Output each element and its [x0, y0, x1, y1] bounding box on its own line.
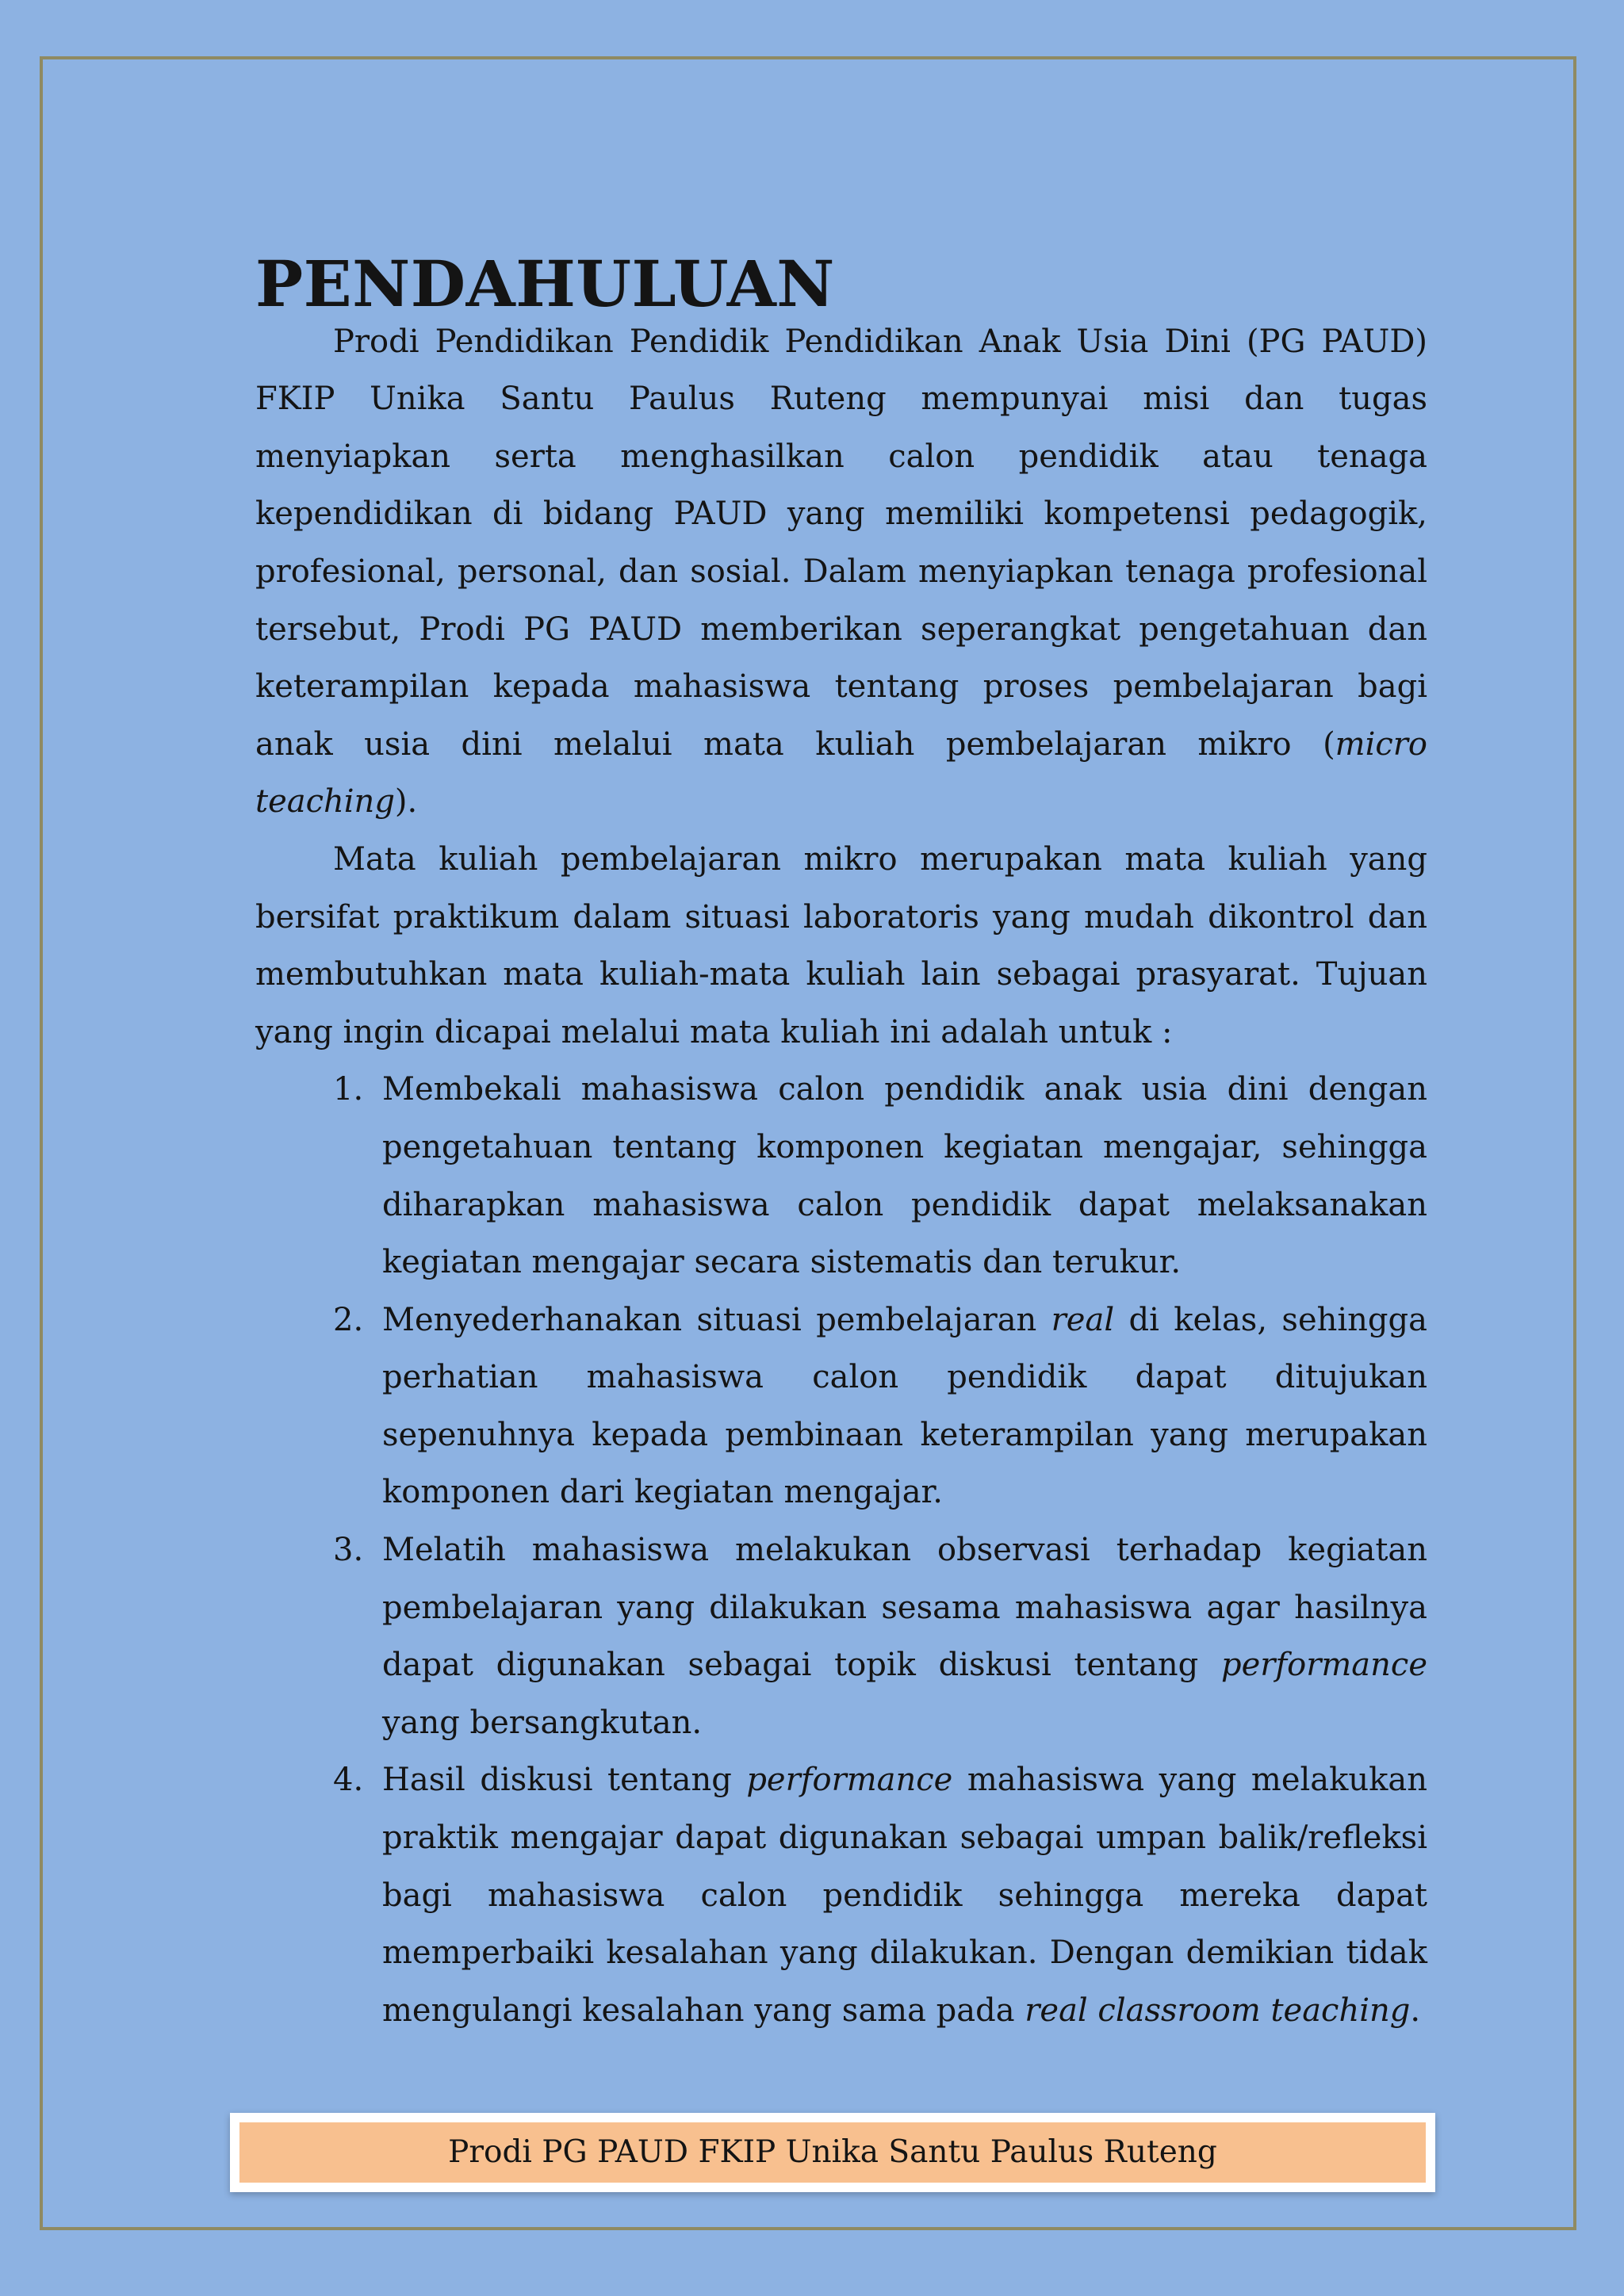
list-item-text-end: yang bersangkutan. — [382, 1704, 703, 1741]
footer-text: Prodi PG PAUD FKIP Unika Santu Paulus Ruteng — [239, 2122, 1426, 2183]
list-item-italic: real — [1051, 1301, 1115, 1338]
list-item-number: 2. — [333, 1301, 364, 1338]
list-item-number: 1. — [333, 1071, 364, 1108]
list-item-text: Melatih mahasiswa melakukan observasi terhadap kegiatan pembelajaran yang dilakukan sesama mahasiswa agar hasilnya dapat digunakan sebagai topik diskusi tentang — [382, 1532, 1427, 1684]
document-body — [255, 247, 1427, 2039]
purpose-paragraph: Mata kuliah pembelajaran mikro merupakan mata kuliah yang bersifat praktikum dalam situasi laboratoris yang mudah dikontrol dan membutuhkan mata kuliah-mata kuliah lain sebagai prasyarat. Tujuan yang ingin dicapai melalui mata kuliah ini adalah untuk : — [255, 840, 1427, 1050]
footer-banner — [230, 2113, 1435, 2192]
list-item-italic: performance — [746, 1762, 953, 1799]
list-item-text: Membekali mahasiswa calon pendidik anak usia dini dengan pengetahuan tentang komponen kegiatan mengajar, sehingga diharapkan mahasiswa calon pendidik dapat melaksanakan kegiatan mengajar secara sistematis dan terukur. — [382, 1071, 1427, 1281]
list-item — [255, 1061, 1427, 1291]
list-item-text: Hasil diskusi tentang — [382, 1762, 747, 1799]
list-item — [255, 1521, 1427, 1751]
list-item-text-end: di kelas, sehingga perhatian mahasiswa calon pendidik dapat ditujukan sepenuhnya kepada pembinaan keterampilan yang merupakan komponen dari kegiatan mengajar. — [382, 1301, 1427, 1511]
list-item-number: 4. — [333, 1762, 364, 1799]
list-item — [255, 1751, 1427, 2039]
list-item-text-middle: mahasiswa yang melakukan praktik mengajar dapat digunakan sebagai umpan balik/refleksi bagi mahasiswa calon pendidik sehingga mereka dapat memperbaiki kesalahan yang dilakukan. Dengan demikian tidak mengulangi kesalahan yang sama pada — [382, 1762, 1427, 2029]
intro-paragraph-italic: micro teaching — [255, 725, 1427, 821]
intro-paragraph — [255, 313, 1427, 831]
list-item-number: 3. — [333, 1532, 364, 1569]
intro-paragraph-end: ). — [394, 783, 418, 821]
list-item-italic-2: real classroom teaching — [1025, 1992, 1411, 2029]
intro-paragraph-text: Prodi Pendidikan Pendidik Pendidikan Anak Usia Dini (PG PAUD) FKIP Unika Santu Paulus Ruteng mempunyai misi dan tugas menyiapkan serta menghasilkan calon pendidik atau tenaga kependidikan di bidang PAUD yang memiliki kompetensi pedagogik, profesional, personal, dan sosial. Dalam menyiapkan tenaga profesional tersebut, Prodi PG PAUD memberikan seperangkat pengetahuan dan keterampilan kepada mahasiswa tentang proses pembelajaran bagi anak usia dini melalui mata kuliah pembelajaran mikro ( — [255, 323, 1427, 763]
list-item-italic: performance — [1220, 1647, 1427, 1684]
list-item-text: Menyederhanakan situasi pembelajaran — [382, 1301, 1051, 1338]
objectives-list — [255, 1061, 1427, 2039]
section-heading: PENDAHULUAN — [255, 247, 835, 321]
list-item — [255, 1292, 1427, 1521]
list-item-text-end: . — [1410, 1992, 1421, 2029]
